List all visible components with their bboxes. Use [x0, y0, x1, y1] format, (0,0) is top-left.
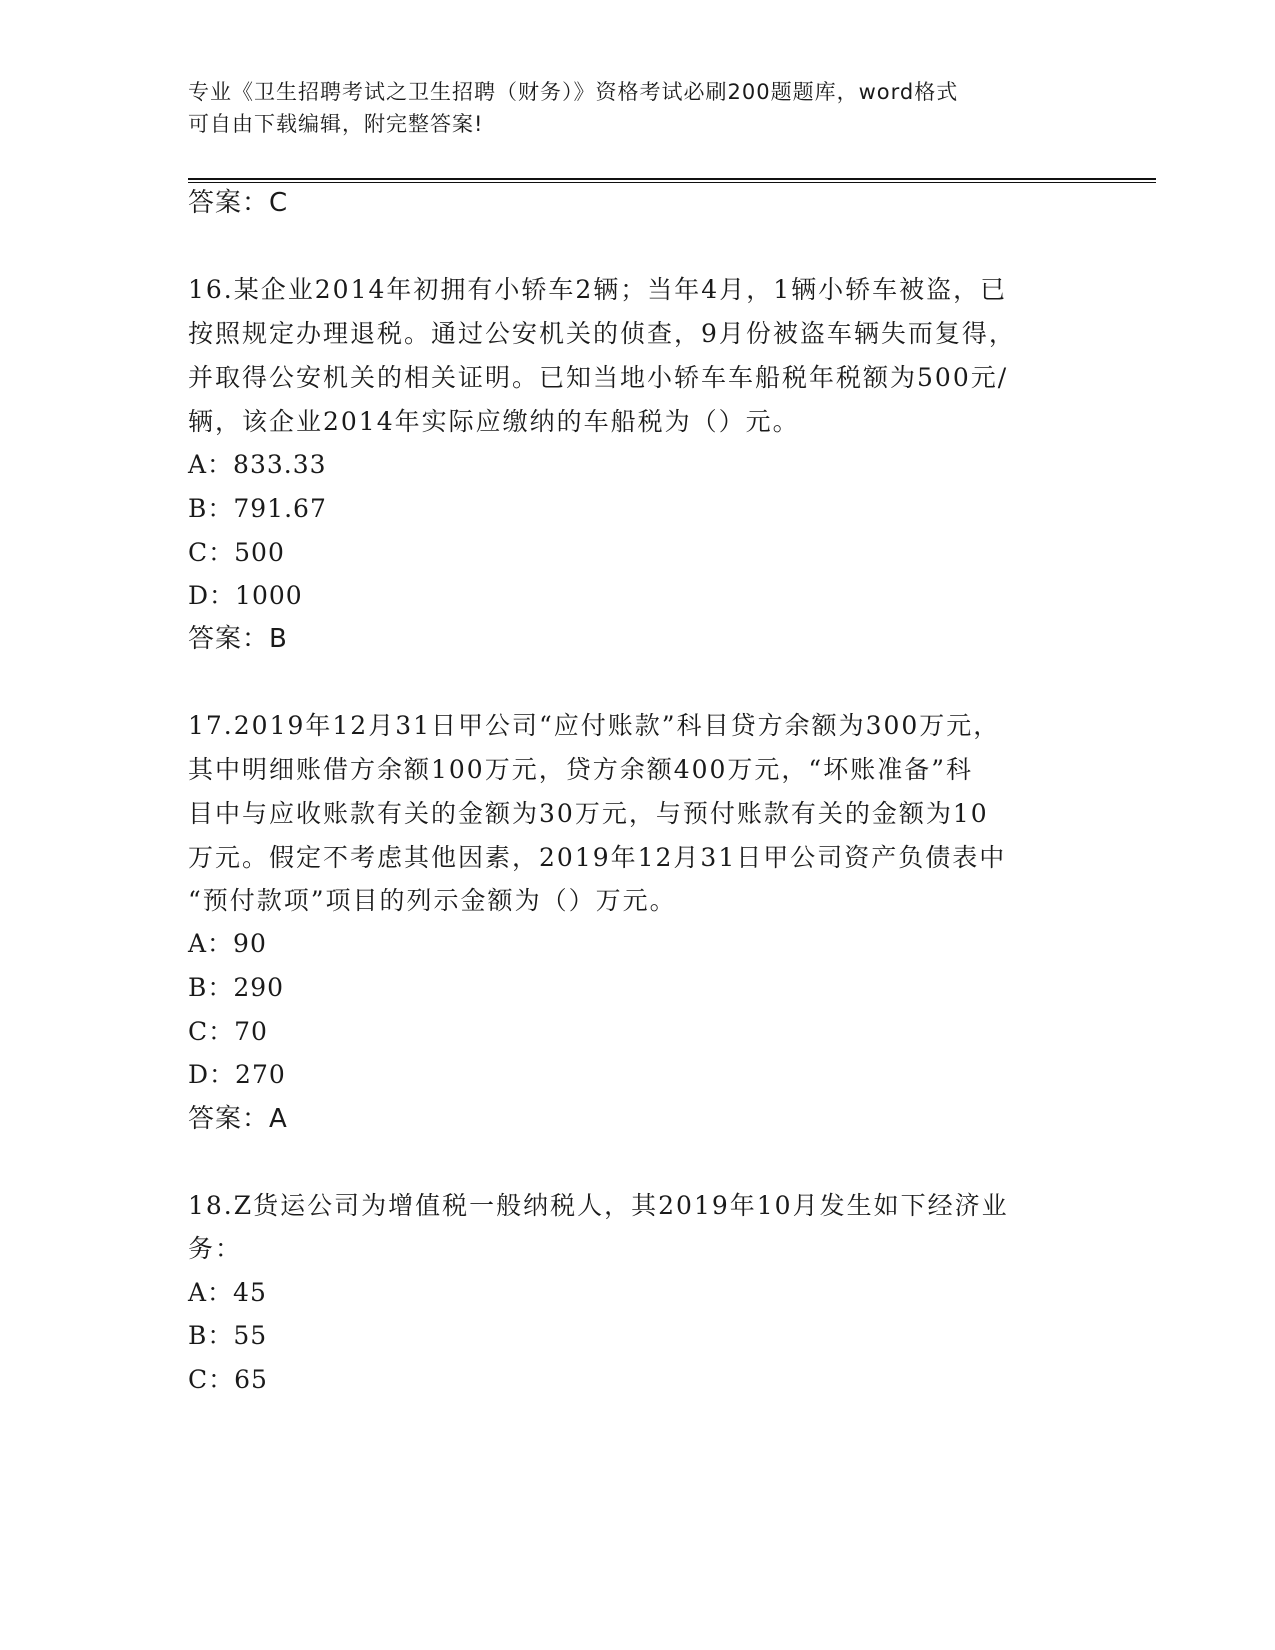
header-line-2: 可自由下载编辑，附完整答案! — [188, 112, 484, 136]
q18-option-a: A：45 — [188, 1278, 267, 1307]
q18-option-c: C：65 — [188, 1365, 268, 1394]
q17-option-d: D：270 — [188, 1060, 286, 1089]
q17-line-3: 目中与应收账款有关的金额为30万元，与预付账款有关的金额为10 — [188, 799, 989, 828]
q17-line-4: 万元。假定不考虑其他因素，2019年12月31日甲公司资产负债表中 — [188, 843, 1007, 872]
q16-line-2: 按照规定办理退税。通过公安机关的侦查，9月份被盗车辆失而复得， — [188, 319, 1016, 348]
q16-line-3: 并取得公安机关的相关证明。已知当地小轿车车船税年税额为500元/ — [188, 363, 1009, 392]
q17-line-2: 其中明细账借方余额100万元，贷方余额400万元，“坏账准备”科 — [188, 755, 973, 784]
q16-line-1: 16.某企业2014年初拥有小轿车2辆；当年4月，1辆小轿车被盗，已 — [188, 275, 1008, 304]
q17-answer: 答案：A — [188, 1104, 288, 1134]
q16-line-4: 辆，该企业2014年实际应缴纳的车船税为（）元。 — [188, 407, 800, 436]
q16-option-b: B：791.67 — [188, 494, 327, 523]
q17-line-1: 17.2019年12月31日甲公司“应付账款”科目贷方余额为300万元， — [188, 711, 1001, 740]
q18-line-2: 务： — [188, 1234, 243, 1263]
document-header — [188, 76, 1068, 140]
q18-option-b: B：55 — [188, 1321, 268, 1350]
q16-option-a: A：833.33 — [188, 450, 327, 479]
q17-line-5: “预付款项”项目的列示金额为（）万元。 — [188, 886, 677, 915]
q17-option-a: A：90 — [188, 929, 267, 958]
q17-option-b: B：290 — [188, 973, 285, 1002]
q18-line-1: 18.Z货运公司为增值税一般纳税人，其2019年10月发生如下经济业 — [188, 1191, 1009, 1220]
answer-top: 答案：C — [188, 188, 289, 218]
q16-option-d: D：1000 — [188, 581, 303, 610]
header-divider — [188, 178, 1156, 183]
q16-answer: 答案：B — [188, 624, 288, 654]
q17-option-c: C：70 — [188, 1017, 268, 1046]
header-line-1: 专业《卫生招聘考试之卫生招聘（财务）》资格考试必刷200题题库，word格式 — [188, 80, 959, 104]
q16-option-c: C：500 — [188, 538, 285, 567]
